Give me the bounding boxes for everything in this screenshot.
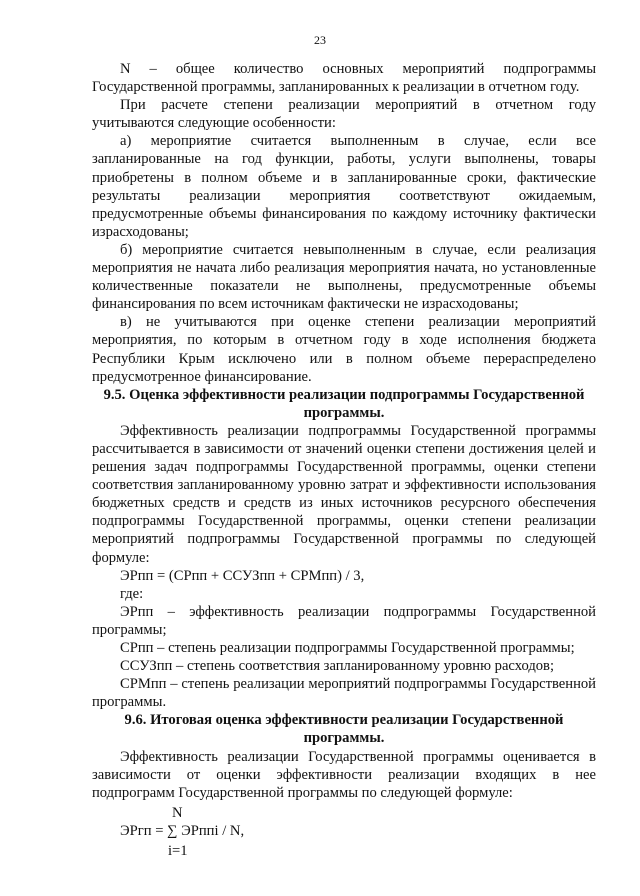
paragraph-features-intro: При расчете степени реализации мероприятий в отчетном году учитываются следующие особенности: [92, 97, 596, 132]
definition-erpp: ЭРпп – эффективность реализации подпрограммы Государственной программы; [92, 603, 596, 638]
subprogram-efficiency-formula: ЭРпп = (СРпп + ССУЗпп + СРМпп) / 3, [120, 567, 365, 584]
section-9-5-heading: 9.5. Оценка эффективности реализации подпрограммы Государственной программы. [103, 386, 585, 421]
paragraph-item-b: б) мероприятие считается невыполненным в случае, если реализация мероприятия не начата либо реализация мероприятия начата, но установленные количественные показатели не выполнены, предусмотренные объемы финансирования по всем источникам фактически не израсходованы; [92, 241, 596, 313]
section-9-6-heading: 9.6. Итоговая оценка эффективности реализации Государственной программы. [124, 712, 564, 747]
definition-srmpp: СРМпп – степень реализации мероприятий подпрограммы Государственной программы. [92, 676, 596, 711]
sum-lower-limit: i=1 [168, 842, 188, 859]
program-efficiency-sum-formula [120, 804, 596, 864]
where-label: где: [120, 585, 144, 602]
definition-ssuzpp: ССУЗпп – степень соответствия запланированному уровню расходов; [120, 658, 554, 675]
paragraph-item-c: в) не учитываются при оценке степени реализации мероприятий мероприятия, по которым в отчетном году в ходе исполнения бюджета Республики Крым исключено или в полном объеме перераспределено предусмотренное финансирование. [92, 314, 596, 385]
page-number: 23 [314, 33, 326, 47]
section-9-6-text: Эффективность реализации Государственной программы оценивается в зависимости от оценки эффективности реализации входящих в нее подпрограмм Государственной программы по следующей формуле: [92, 748, 596, 801]
paragraph-item-a: а) мероприятие считается выполненным в случае, если все запланированные на год функции, работы, услуги выполнены, товары приобретены в полном объеме и в запланированные сроки, фактические результаты реализации мероприятия соответствуют ожидаемым, предусмотренные объемы финансирования по каждому источнику фактически израсходованы; [92, 133, 596, 240]
paragraph-n-definition: N – общее количество основных мероприятий подпрограммы Государственной программы, запланированных к реализации в отчетном году. [92, 61, 596, 96]
sum-expression: ЭРгп = ∑ ЭРппi / N, [120, 822, 245, 839]
definition-srpp: СРпп – степень реализации подпрограммы Государственной программы; [120, 640, 575, 656]
sum-upper-limit: N [172, 804, 183, 821]
section-9-5-text: Эффективность реализации подпрограммы Государственной программы рассчитывается в зависимости от значений оценки степени достижения целей и решения задач подпрограммы Государственной программы, оценки степени соответствия запланированному уровню затрат и эффективности использования бюджетных средств и средств из иных источников ресурсного обеспечения подпрограммы Государственной программы, оценки степени реализации мероприятий подпрограммы Государственной программы по следующей формуле: [92, 422, 596, 566]
page-content [92, 60, 596, 864]
